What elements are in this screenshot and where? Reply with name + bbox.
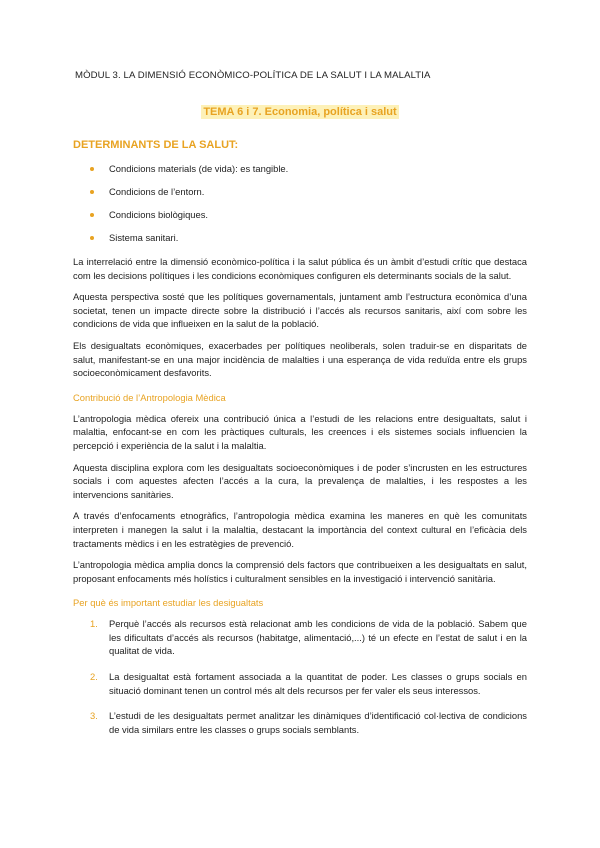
list-item: [90, 617, 527, 658]
paragraph: Aquesta perspectiva sosté que les polítiques governamentals, juntament amb l’estructura econòmica d’una societat, tenen un impacte directe sobre la distribució i l’accés als recursos sanitaris, així com sobre les condicions de vida que influeixen en la salut de la població.: [73, 291, 527, 330]
paragraph: La interrelació entre la dimensió econòmico-política i la salut pública és un àmbit d’estudi crític que destaca com les decisions polítiques i les condicions econòmiques configuren els determinants socials de la salut.: [73, 256, 527, 281]
paragraph: Els desigualtats econòmiques, exacerbades per polítiques neoliberals, solen traduir-se en disparitats de salut, manifestant-se en una major incidència de malalties i una esperança de vida reduïda entre els grups socioeconòmicament desfavorits.: [73, 339, 527, 379]
list-item: Sistema sanitari.: [90, 232, 527, 244]
topic-title-text: TEMA 6 i 7. Economia, política i salut: [203, 106, 397, 118]
paragraph: L’antropologia mèdica ofereix una contribució única a l’estudi de les relacions entre desigualtats, salut i malaltia, enfocant-se en com les pràctiques culturals, les creences i els sistemes socials influencien la percepció i experiència de la salut i la malaltia.: [73, 412, 527, 451]
list-number: 3.: [90, 710, 98, 722]
paragraph: Aquesta disciplina explora com les desigualtats socioeconòmiques i de poder s’incrusten en les estructures socials i com aquestes afecten l’accés a la cura, la prevalença de malalties, i les respostes a les intervencions sanitàries.: [73, 461, 527, 500]
paragraph: A través d’enfocaments etnogràfics, l’antropologia mèdica examina les maneres en què les comunitats interpreten i manegen la salut i la malaltia, destacant la importància del context cultural en l’eficàcia dels tractaments mèdics i en les estratègies de prevenció.: [73, 510, 527, 549]
topic-title: [73, 102, 527, 120]
section-title: DETERMINANTS DE LA SALUT:: [73, 139, 239, 151]
list-number: 2.: [90, 671, 98, 683]
module-header: MÒDUL 3. LA DIMENSIÓ ECONÒMICO-POLÍTICA DE LA SALUT I LA MALALTIA: [75, 70, 431, 81]
paragraph: L’antropologia mèdica amplia doncs la comprensió dels factors que contribueixen a les desigualtats en salut, proposant enfocaments més holístics i culturalment sensibles en la investigació i intervenció sanitària.: [73, 559, 527, 584]
list-number: 1.: [90, 618, 98, 630]
list-item-text: Perquè l’accés als recursos està relacionat amb les condicions de vida de la població. Sabem que les dificultats d’accés als recursos (habitatge, alimentació,...) té un efecte en l’estat de salut i en la qualitat de vida.: [109, 618, 527, 657]
list-item-text: L’estudi de les desigualtats permet analitzar les dinàmiques d’identificació col·lectiva de condicions de vida similars entre les classes o grups socials semblants.: [109, 710, 527, 735]
list-item: Condicions de l’entorn.: [90, 186, 527, 198]
list-item-text: La desigualtat està fortament associada a la quantitat de poder. Les classes o grups socials en situació dominant tenen un control més alt dels recursos per fer valer els seus interessos.: [109, 671, 527, 696]
determinants-list: [73, 163, 527, 244]
list-item: Condicions biològiques.: [90, 209, 527, 221]
list-item: Condicions materials (de vida): es tangible.: [90, 163, 527, 175]
reasons-list: [73, 617, 527, 736]
list-item: [90, 709, 527, 736]
subsection-title-why: Per què és important estudiar les desigualtats: [73, 597, 264, 609]
subsection-title-anthropology: Contribució de l’Antropologia Mèdica: [73, 391, 226, 403]
list-item: [90, 670, 527, 697]
